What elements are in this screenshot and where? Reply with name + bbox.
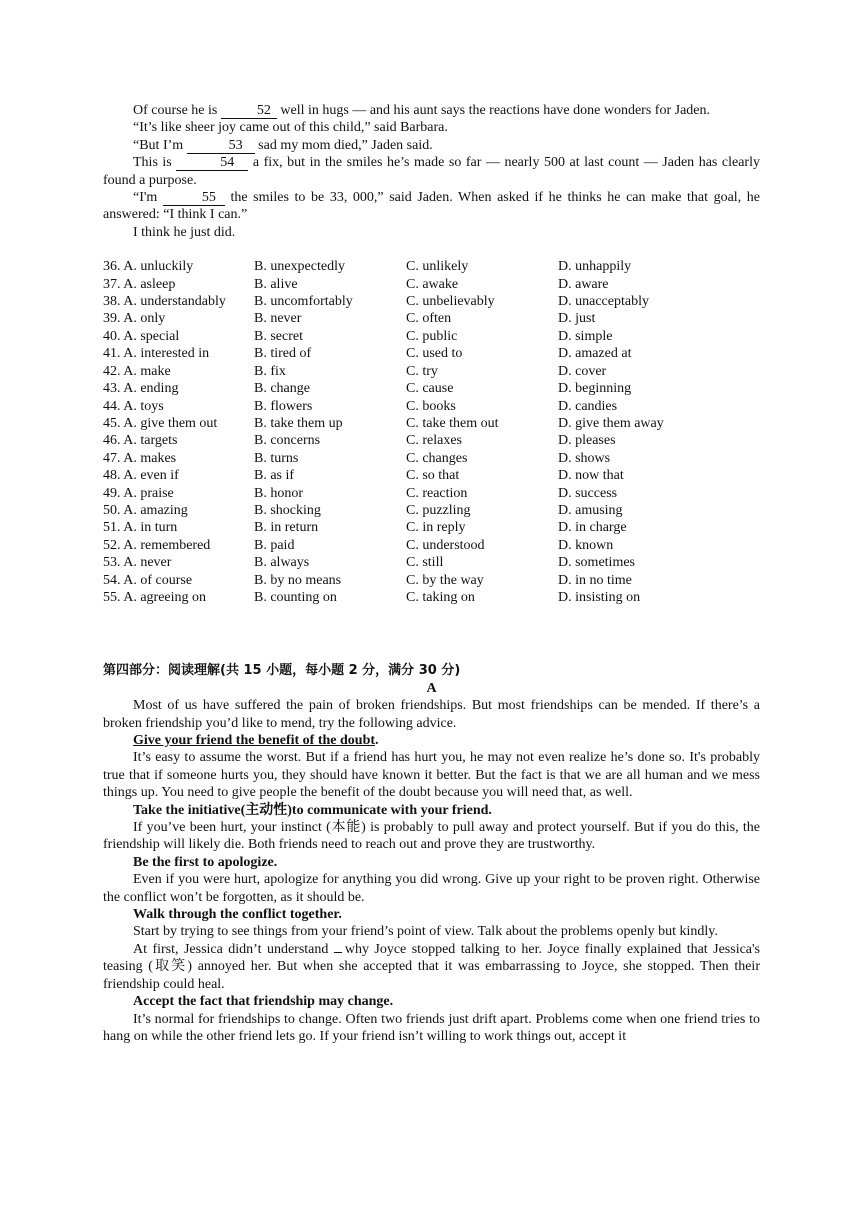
option-d: D. simple — [558, 328, 613, 344]
story-paragraph: “It’s like sheer joy came out of this child,” said Barbara. — [133, 120, 448, 136]
option-b: B. always — [254, 555, 310, 571]
option-row — [103, 572, 758, 589]
option-c: C. still — [406, 555, 444, 571]
story-paragraph-55 — [103, 189, 760, 224]
option-row — [103, 519, 758, 536]
option-row — [103, 467, 758, 484]
story-paragraph-54 — [103, 154, 760, 189]
text: . — [375, 733, 379, 748]
option-num: 40. A. special — [103, 328, 180, 344]
story-paragraph-53 — [103, 137, 760, 154]
paragraph: If you’ve been hurt, your instinct (本能) is probably to pull away and protect yourself. But if you do this, the friendship will likely die. Both friends need to reach out and prove they are trustworthy. — [103, 820, 760, 853]
option-c: C. puzzling — [406, 502, 471, 518]
option-b: B. honor — [254, 485, 303, 501]
option-row — [103, 554, 758, 571]
option-num: 49. A. praise — [103, 485, 174, 501]
option-b: B. never — [254, 311, 302, 327]
option-row — [103, 258, 758, 275]
section-title: 第四部分：阅读理解(共 15 小题，每小题 2 分，满分 30 分) — [103, 663, 461, 679]
paragraph: Start by trying to see things from your friend’s point of view. Talk about the problems openly but kindly. — [133, 924, 718, 940]
option-num: 44. A. toys — [103, 398, 164, 414]
option-num: 48. A. even if — [103, 468, 179, 484]
option-num: 37. A. asleep — [103, 276, 176, 292]
text: “I'm — [133, 190, 163, 206]
option-row — [103, 363, 758, 380]
option-c: C. relaxes — [406, 433, 462, 449]
option-row — [103, 415, 758, 432]
option-row — [103, 502, 758, 519]
option-num: 46. A. targets — [103, 433, 178, 449]
option-num: 53. A. never — [103, 555, 172, 571]
option-b: B. by no means — [254, 572, 342, 588]
text: why Joyce stopped talking to her. Joyce finally explained that Jessica's teasing (取笑) annoyed her. But when she accepted that it was embarrassing to Joyce, she stopped. Then their friendship could heal. — [103, 941, 760, 992]
document-page — [103, 102, 760, 1045]
text: This is — [133, 155, 177, 171]
blank-52: 52 — [221, 104, 277, 119]
option-d: D. aware — [558, 276, 609, 292]
option-d: D. insisting on — [558, 589, 641, 605]
option-c: C. in reply — [406, 520, 466, 536]
option-b: B. flowers — [254, 398, 313, 414]
option-b: B. secret — [254, 328, 303, 344]
option-row — [103, 310, 758, 327]
paragraph: It’s easy to assume the worst. But if a friend has hurt you, he may not even realize he’s done so. It's probably true that if someone hurts you, they should have known it better. But the fact is that we are all human and we mess things up. You need to give people the benefit of the doubt because you will need that, as well. — [103, 750, 760, 801]
option-b: B. change — [254, 381, 310, 397]
option-row — [103, 345, 758, 362]
story-paragraph: I think he just did. — [133, 224, 236, 240]
option-d: D. unhappily — [558, 259, 632, 275]
option-row — [103, 276, 758, 293]
passage-letter: A — [426, 680, 437, 696]
option-row — [103, 432, 758, 449]
option-row — [103, 537, 758, 554]
option-c: C. unbelievably — [406, 294, 495, 310]
heading: Be the first to apologize. — [133, 854, 278, 870]
option-c: C. try — [406, 363, 438, 379]
text: “But I’m — [133, 137, 187, 153]
option-d: D. success — [558, 485, 618, 501]
option-b: B. alive — [254, 276, 298, 292]
option-b: B. turns — [254, 450, 299, 466]
option-b: B. shocking — [254, 502, 321, 518]
heading: Take the initiative(主动性)to communicate with your friend. — [133, 802, 492, 818]
paragraph: It’s normal for friendships to change. Often two friends just drift apart. Problems come when one friend tries to hang on while the other friend lets go. If your friend isn’t willing to work things out, accept it — [103, 1011, 760, 1044]
option-c: C. awake — [406, 276, 459, 292]
option-d: D. known — [558, 537, 614, 553]
option-row — [103, 293, 758, 310]
option-num: 55. A. agreeing on — [103, 589, 207, 605]
option-b: B. as if — [254, 468, 295, 484]
option-num: 36. A. unluckily — [103, 259, 194, 275]
option-d: D. in no time — [558, 572, 632, 588]
option-b: B. uncomfortably — [254, 294, 353, 310]
option-num: 52. A. remembered — [103, 537, 211, 553]
text: At first, Jessica didn’t understand — [133, 941, 334, 957]
option-d: D. give them away — [558, 415, 664, 431]
text: the smiles to be 33, 000,” said Jaden. When asked if he thinks he can make that goal, he answered: “I think I can.” — [103, 190, 760, 223]
story-paragraph-52 — [103, 102, 760, 119]
option-b: B. fix — [254, 363, 286, 379]
option-d: D. cover — [558, 363, 607, 379]
option-row — [103, 485, 758, 502]
option-d: D. just — [558, 311, 596, 327]
option-d: D. shows — [558, 450, 611, 466]
option-c: C. so that — [406, 468, 460, 484]
option-c: C. changes — [406, 450, 468, 466]
option-d: D. in charge — [558, 520, 627, 536]
option-c: C. reaction — [406, 485, 468, 501]
paragraph: Even if you were hurt, apologize for anything you did wrong. Give up your right to be proven right. Otherwise the conflict won’t be forgotten, as it should be. — [103, 872, 760, 905]
option-num: 45. A. give them out — [103, 415, 218, 431]
option-b: B. in return — [254, 520, 319, 536]
option-c: C. often — [406, 311, 452, 327]
option-b: B. take them up — [254, 415, 343, 431]
option-c: C. books — [406, 398, 456, 414]
paragraph: Most of us have suffered the pain of broken friendships. But most friendships can be mended. If there’s a broken friendship you’d like to mend, try the following advice. — [103, 698, 760, 731]
option-b: B. paid — [254, 537, 295, 553]
option-num: 39. A. only — [103, 311, 166, 327]
blank-mark — [334, 952, 342, 953]
text: well in hugs — and his aunt says the reactions have done wonders for Jaden. — [276, 103, 710, 118]
option-c: C. understood — [406, 537, 485, 553]
option-c: C. by the way — [406, 572, 484, 588]
option-num: 50. A. amazing — [103, 502, 188, 518]
option-b: B. tired of — [254, 346, 312, 362]
option-row — [103, 380, 758, 397]
text: Of course he is — [133, 103, 221, 118]
option-row — [103, 328, 758, 345]
option-row — [103, 589, 758, 606]
option-d: D. amusing — [558, 502, 623, 518]
option-num: 38. A. understandably — [103, 294, 226, 310]
option-row — [103, 398, 758, 415]
option-num: 41. A. interested in — [103, 346, 210, 362]
blank-53: 53 — [187, 139, 255, 154]
heading: Walk through the conflict together. — [133, 907, 342, 923]
option-c: C. unlikely — [406, 259, 469, 275]
heading: Accept the fact that friendship may change. — [133, 994, 394, 1010]
option-num: 42. A. make — [103, 363, 171, 379]
option-d: D. sometimes — [558, 555, 635, 571]
option-c: C. cause — [406, 381, 454, 397]
option-d: D. now that — [558, 468, 624, 484]
blank-55: 55 — [163, 191, 225, 206]
option-num: 51. A. in turn — [103, 520, 178, 536]
options-table — [103, 258, 758, 606]
option-row — [103, 450, 758, 467]
option-num: 54. A. of course — [103, 572, 193, 588]
text: sad my mom died,” Jaden said. — [254, 137, 433, 153]
option-d: D. amazed at — [558, 346, 632, 362]
heading-text: Give your friend the benefit of the doubt — [133, 733, 376, 748]
option-c: C. public — [406, 328, 458, 344]
paragraph — [103, 941, 760, 993]
option-d: D. pleases — [558, 433, 616, 449]
option-d: D. beginning — [558, 381, 632, 397]
option-num: 43. A. ending — [103, 381, 179, 397]
option-num: 47. A. makes — [103, 450, 177, 466]
option-b: B. concerns — [254, 433, 321, 449]
blank-54: 54 — [176, 156, 248, 171]
option-d: D. unacceptably — [558, 294, 649, 310]
option-b: B. unexpectedly — [254, 259, 345, 275]
heading — [103, 732, 760, 749]
option-c: C. take them out — [406, 415, 499, 431]
text: a fix, but in the smiles he’s made so far — nearly 500 at last count — Jaden has clearly found a purpose. — [103, 155, 760, 188]
option-b: B. counting on — [254, 589, 337, 605]
option-d: D. candies — [558, 398, 618, 414]
option-c: C. used to — [406, 346, 463, 362]
option-c: C. taking on — [406, 589, 475, 605]
